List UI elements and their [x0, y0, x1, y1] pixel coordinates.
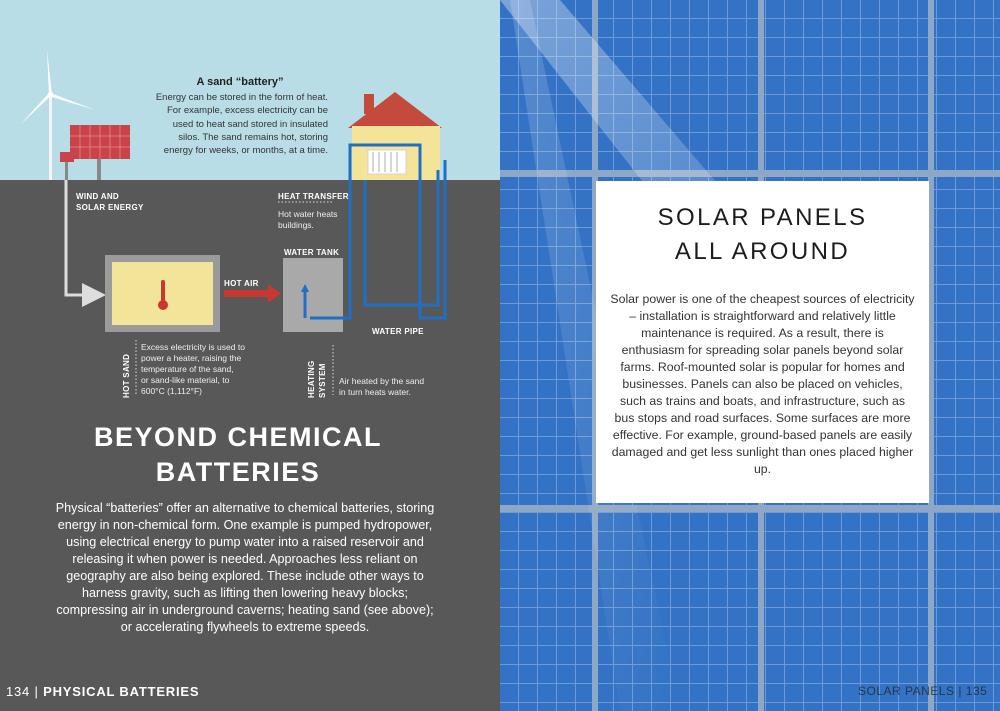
hot-sand-text-line-2: power a heater, raising the: [141, 353, 242, 363]
hot-sand-text-line-4: or sand-like material, to: [141, 375, 230, 385]
heat-transfer-text-line-1: Hot water heats: [278, 209, 338, 219]
hot-sand-text: [141, 342, 245, 397]
left-title-line-1: BEYOND CHEMICAL: [93, 422, 382, 452]
hot-sand-silo: [105, 255, 220, 332]
wind-turbine-icon: [20, 50, 95, 180]
water-tank: [283, 258, 343, 332]
heating-system-text: [339, 376, 424, 398]
hot-sand-text-line-5: 600°C (1,112°F): [141, 386, 202, 396]
left-footer-separator: |: [34, 684, 39, 699]
hot-air-label: HOT AIR: [224, 279, 259, 288]
heating-system-text-line-2: in turn heats water.: [339, 387, 411, 397]
solar-panels-text-box: [596, 181, 929, 503]
right-title-line-2: ALL AROUND: [674, 238, 851, 265]
hot-sand-text-line-1: Excess electricity is used to: [141, 342, 245, 352]
house-icon: [348, 92, 442, 180]
right-title-line-1: SOLAR PANELS: [657, 204, 868, 231]
hot-sand-text-line-3: temperature of the sand,: [141, 364, 234, 374]
left-title-line-2: BATTERIES: [155, 457, 321, 487]
left-page-body: Physical “batteries” offer an alternative to chemical batteries, storing energy in non-chemical form. One example is pumped hydropower, using electrical energy to pump water into a raised reservoir and releasing it when power is needed. Approaches less reliant on geography are also being explored. These include other ways to harness gravity, such as lifting then lowering heavy blocks; compressing air in underground caverns; heating sand (see above); or accelerating flywheels to extreme speeds.: [55, 501, 435, 634]
heating-system-text-line-1: Air heated by the sand: [339, 376, 425, 386]
right-page-title: [596, 201, 929, 269]
heating-system-label-line-1: HEATING: [307, 360, 316, 398]
right-page-body: Solar power is one of the cheapest sources of electricity – installation is straightforward and relatively little maintenance is required. As a result, there is enthusiasm for spreading solar panels beyond solar farms. Roof-mounted solar is popular for homes and businesses. Panels can also be placed on vehicles, such as trains and boats, and infrastructure, such as bus stops and road surfaces. Some surfaces are more effective. For example, ground-based panels are easily damaged and get less sunlight than ones placed higher up.: [610, 292, 915, 476]
sand-battery-diagram: [0, 0, 500, 420]
sand-battery-title: A sand “battery”: [196, 76, 284, 88]
sand-battery-description: Energy can be stored in the form of heat. For example, excess electricity can be used to heat sand stored in insulated silos. The sand remains hot, storing energy for weeks, or months, at a time.: [155, 92, 328, 157]
water-pipe-label: WATER PIPE: [372, 327, 424, 336]
left-footer-section: PHYSICAL BATTERIES: [43, 684, 200, 699]
hot-sand-label: HOT SAND: [122, 353, 131, 398]
wind-solar-label-line-2: SOLAR ENERGY: [76, 203, 144, 212]
heating-system-label: [306, 360, 328, 398]
heat-transfer-text: [278, 209, 338, 231]
right-page-footer: SOLAR PANELS | 135: [858, 684, 988, 698]
wind-solar-label: [76, 191, 144, 213]
heat-transfer-text-line-2: buildings.: [278, 220, 314, 230]
wind-solar-label-line-1: WIND AND: [76, 192, 119, 201]
heating-system-label-line-2: SYSTEM: [318, 363, 327, 398]
left-page-number: 134: [6, 684, 31, 699]
left-page-footer: [6, 684, 199, 699]
diagram-solar-panel-icon: [60, 125, 130, 180]
heat-transfer-label: HEAT TRANSFER: [278, 192, 349, 201]
water-tank-label: WATER TANK: [284, 248, 340, 257]
left-page-title: [60, 420, 416, 490]
